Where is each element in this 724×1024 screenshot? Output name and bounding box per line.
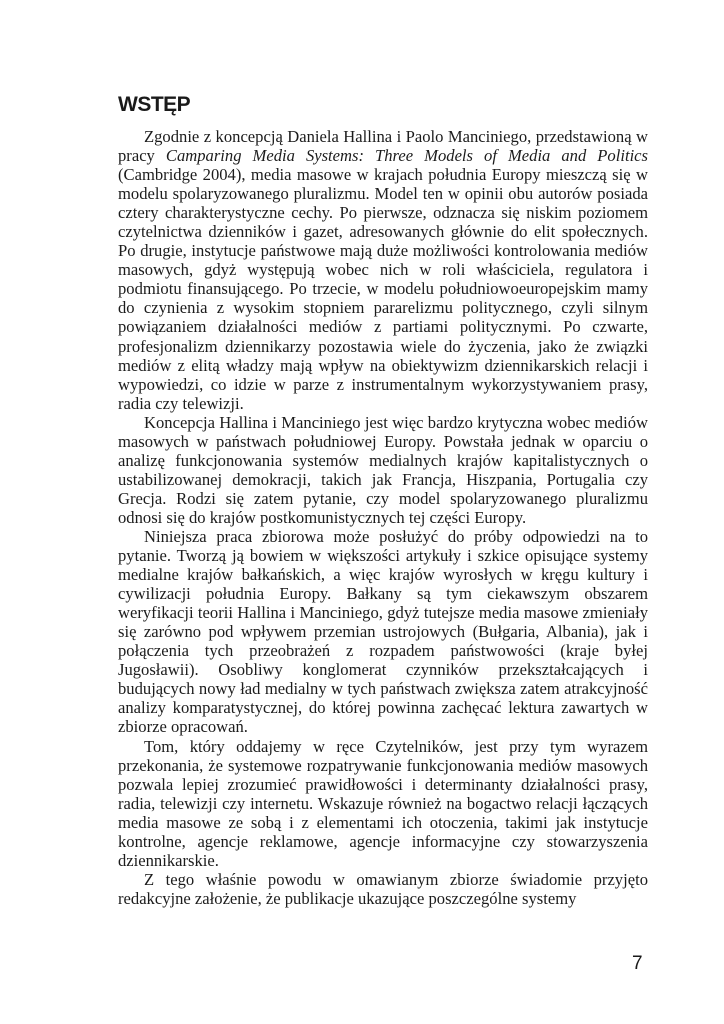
page-number: 7 xyxy=(632,953,643,974)
paragraph-2: Koncepcja Hallina i Manciniego jest więc bardzo krytyczna wobec mediów masowych w państwach południowej Europy. Powstała jednak w oparciu o analizę funkcjonowania systemów medialnych krajów kapitalistycznych o ustabilizowanej demokracji, takich jak Francja, Hiszpania, Portugalia czy Grecja. Rodzi się zatem pytanie, czy model spolaryzowanego pluralizmu odnosi się do krajów postkomunistycznych tej części Europy. xyxy=(118,412,648,527)
body-text xyxy=(118,127,648,908)
paragraph-5: Z tego właśnie powodu w omawianym zbiorze świadomie przyjęto redakcyjne założenie, że publikacje ukazujące poszczególne systemy xyxy=(118,869,648,908)
paragraph-1 xyxy=(118,127,648,413)
paragraph-4: Tom, który oddajemy w ręce Czytelników, jest przy tym wyrazem przekonania, że systemowe rozpatrywanie funkcjonowania mediów masowych pozwala lepiej zrozumieć prawidłowości i determinanty działalności prasy, radia, telewizji czy internetu. Wskazuje również na bogactwo relacji łączących media masowe ze sobą i z elementami ich otoczenia, takimi jak instytucje kontrolne, agencje reklamowe, agencje informacyjne czy stowarzyszenia dziennikarskie. xyxy=(118,736,648,870)
paragraph-1-rest: (Cambridge 2004), media masowe w krajach południa Europy mieszczą się w modelu spolaryzowanego pluralizmu. Model ten w opinii obu autorów posiada cztery charakterystyczne cechy. Po pierwsze, odznacza się niskim poziomem czytelnictwa dzienników i gazet, adresowanych głównie do elit społecznych. Po drugie, instytucje państwowe mają duże możliwości kontrolowania mediów masowych, gdyż występują wobec nich w roli właściciela, regulatora i podmiotu finansującego. Po trzecie, w modelu południowoeuropejskim mamy do czynienia z wysokim stopniem pararelizmu politycznego, czyli silnym powiązaniem działalności mediów z partiami politycznymi. Po czwarte, profesjonalizm dziennikarzy pozostawia wiele do życzenia, jako że związki mediów z elitą władzy mają wpływ na obiektywizm dziennikarskich relacji i wypowiedzi, co idzie w parze z instrumentalnym wykorzystywaniem prasy, radia czy telewizji. xyxy=(118,165,648,413)
book-title: Camparing Media Systems: Three Models of Media and Politics xyxy=(165,146,648,166)
paragraph-1-start: Zgodnie z koncepcją Daniela Hallina i Paolo Manciniego, przedstawioną w pracy xyxy=(118,127,648,166)
paragraph-3: Niniejsza praca zbiorowa może posłużyć do próby odpowiedzi na to pytanie. Tworzą ją bowiem w większości artykuły i szkice opisujące systemy medialne krajów bałkańskich, a więc krajów wyrosłych w kręgu kultury i cywilizacji południa Europy. Bałkany są tym ciekawszym obszarem weryfikacji teorii Hallina i Manciniego, gdyż tutejsze media masowe zmieniały się zarówno pod wpływem przemian ustrojowych (Bułgaria, Albania), jak i połączenia tych przeobrażeń z rozpadem państwowości (kraje byłej Jugosławii). Osobliwy konglomerat czynników przekształcających i budujących nowy ład medialny w tych państwach zwiększa zatem atrakcyjność analizy komparatystycznej, do której powinna zachęcać lektura zawartych w zbiorze opracowań. xyxy=(118,526,648,737)
section-heading: WSTĘP xyxy=(118,93,191,116)
